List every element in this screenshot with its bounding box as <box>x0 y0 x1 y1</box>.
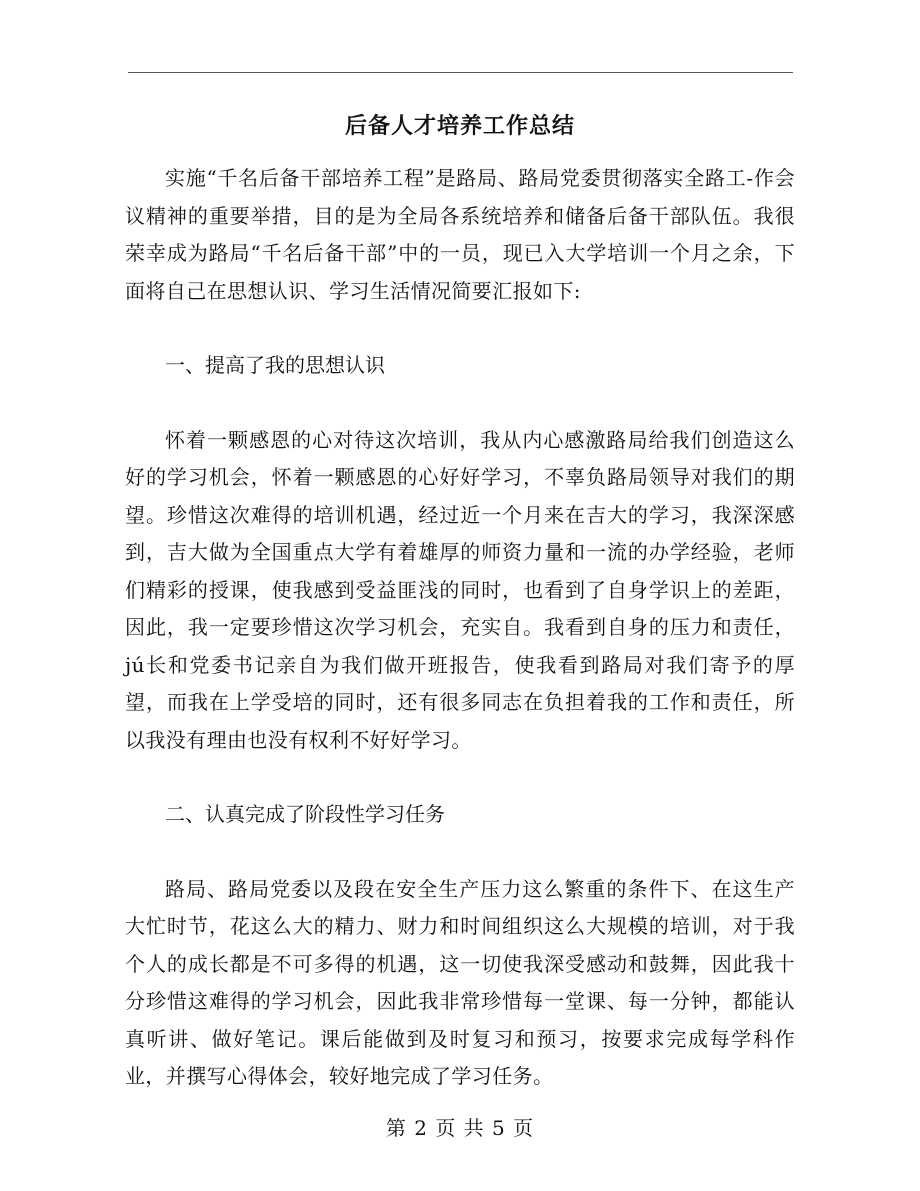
paragraph-section-2: 路局、路局党委以及段在安全生产压力这么繁重的条件下、在这生产大忙时节，花这么大的精力、财力和时间组织这么大规模的培训，对于我个人的成长都是不可多得的机遇，这一切使我深受感动和鼓舞，因此我十分珍惜这难得的学习机会，因此我非常珍惜每一堂课、每一分钟，都能认真听讲、做好笔记。课后能做到及时复习和预习，按要求完成每学科作业，并撰写心得体会，较好地完成了学习任务。 <box>125 876 795 1088</box>
section-heading-1: 一、提高了我的思想认识 <box>165 353 385 377</box>
header-rule <box>128 72 793 73</box>
document-title: 后备人才培养工作总结 <box>344 113 575 139</box>
page-number-footer: 第 2 页 共 5 页 <box>385 1116 535 1140</box>
section-heading-2: 二、认真完成了阶段性学习任务 <box>165 802 445 826</box>
paragraph-section-1: 怀着一颗感恩的心对待这次培训，我从内心感激路局给我们创造这么好的学习机会，怀着一颗感恩的心好好学习，不辜负路局领导对我们的期望。珍惜这次难得的培训机遇，经过近一个月来在吉大的学习，我深深感到，吉大做为全国重点大学有着雄厚的师资力量和一流的办学经验，老师们精彩的授课，使我感到受益匪浅的同时，也看到了自身学识上的差距，因此，我一定要珍惜这次学习机会，充实自。我看到自身的压力和责任，jú长和党委书记亲自为我们做开班报告，使我看到路局对我们寄予的厚望，而我在上学受培的同时，还有很多同志在负担着我的工作和责任，所以我没有理由也没有权利不好好学习。 <box>125 427 795 752</box>
paragraph-intro: 实施“千名后备干部培养工程”是路局、路局党委贯彻落实全路工-作会议精神的重要举措，目的是为全局各系统培养和储备后备干部队伍。我很荣幸成为路局“千名后备干部”中的一员，现已入大学培训一个月之余，下面将自己在思想认识、学习生活情况简要汇报如下: <box>125 166 795 303</box>
document-body <box>125 160 795 1096</box>
